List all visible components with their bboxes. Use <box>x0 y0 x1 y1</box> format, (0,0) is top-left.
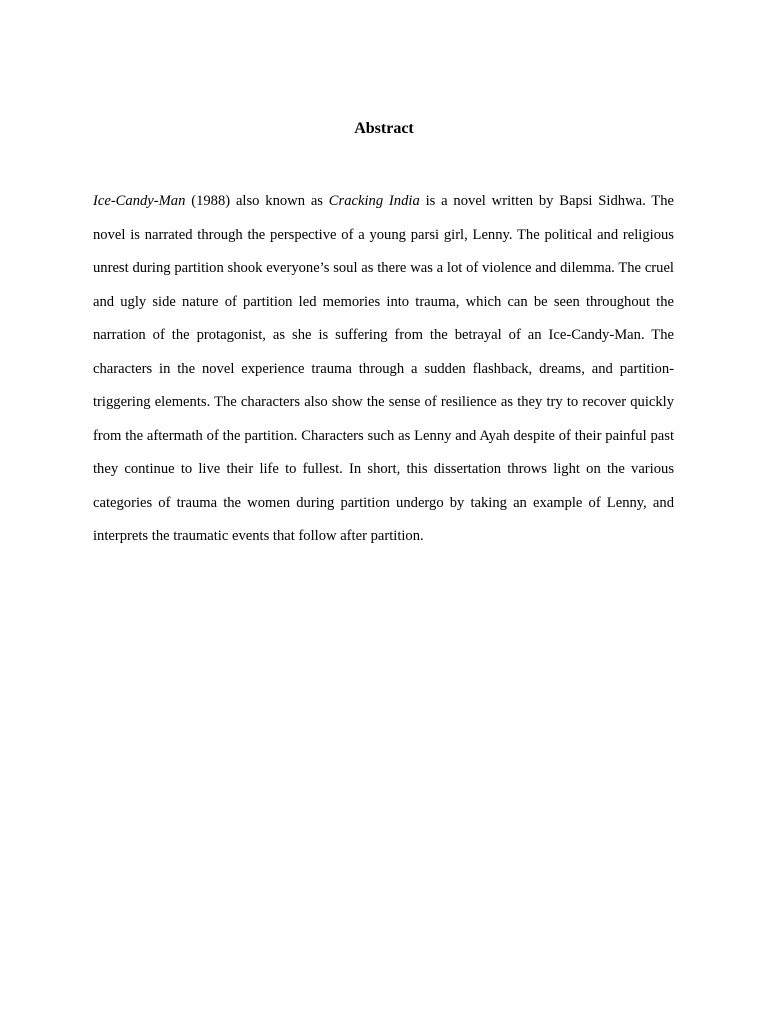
page-title: Abstract <box>354 120 414 137</box>
abstract-paragraph <box>93 185 674 554</box>
novel-title-ice-candy-man: Ice-Candy-Man <box>93 193 186 209</box>
abstract-text-segment-2: is a novel written by Bapsi Sidhwa. The novel is narrated through the perspective of a young parsi girl, Lenny. The political and religious unrest during partition shook everyone’s soul as there was a lot of violence and dilemma. The cruel and ugly side nature of partition led memories into trauma, which can be seen throughout the narration of the protagonist, as she is suffering from the betrayal of an Ice-Candy-Man. The characters in the novel experience trauma through a sudden flashback, dreams, and partition-triggering elements. The characters also show the sense of resilience as they try to recover quickly from the aftermath of the partition. Characters such as Lenny and Ayah despite of their painful past they continue to live their life to fullest. In short, this dissertation throws light on the various categories of trauma the women during partition undergo by taking an example of Lenny, and interprets the traumatic events that follow after partition. <box>93 193 674 544</box>
abstract-text-segment-1: (1988) also known as <box>185 193 329 209</box>
novel-title-cracking-india: Cracking India <box>328 193 420 209</box>
